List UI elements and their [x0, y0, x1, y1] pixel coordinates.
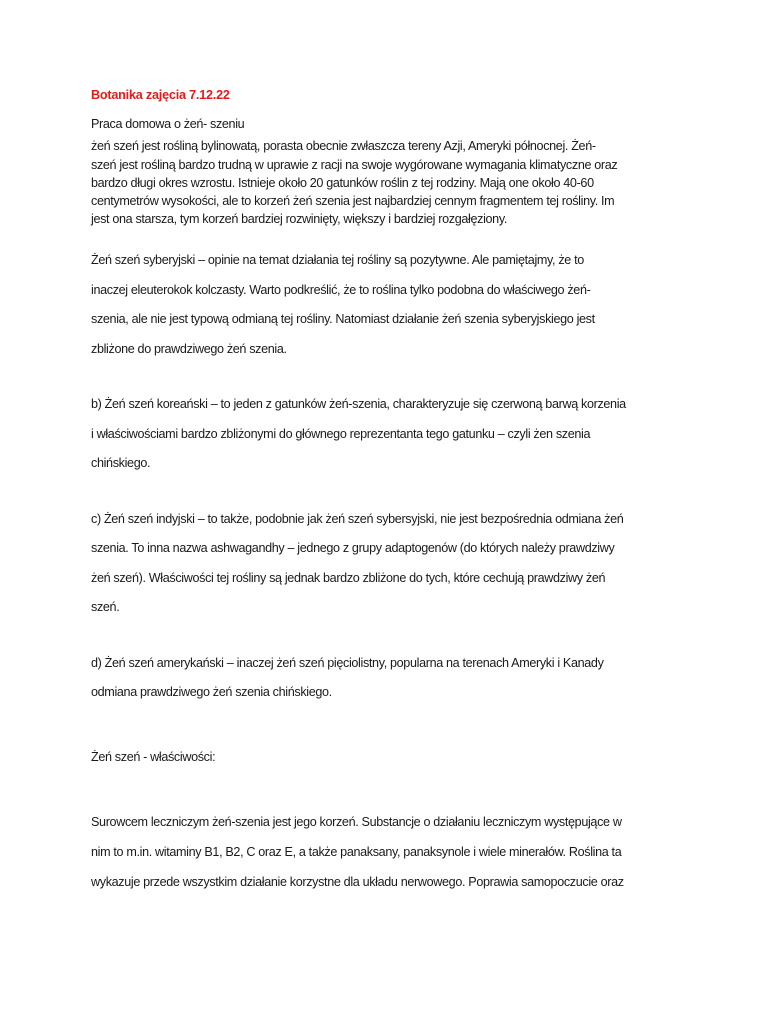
document-title: Botanika zajęcia 7.12.22: [91, 88, 230, 102]
paragraph-line: odmiana prawdziwego żeń szenia chińskiego.: [91, 685, 332, 699]
paragraph-line: nim to m.in. witaminy B1, B2, C oraz E, a także panaksany, panaksynole i wiele minerałów. Roślina ta: [91, 845, 622, 859]
paragraph-line: szenia. To inna nazwa ashwagandhy – jednego z grupy adaptogenów (do których należy prawdziwy: [91, 541, 615, 555]
properties-heading: Żeń szeń - właściwości:: [91, 750, 216, 764]
paragraph-line: Surowcem leczniczym żeń-szenia jest jego korzeń. Substancje o działaniu leczniczym występujące w: [91, 815, 622, 829]
paragraph-line: wykazuje przede wszystkim działanie korzystne dla układu nerwowego. Poprawia samopoczucie oraz: [91, 875, 624, 889]
paragraph-line: inaczej eleuterokok kolczasty. Warto podkreślić, że to roślina tylko podobna do właściwego żeń-: [91, 283, 591, 297]
paragraph-line: zbliżone do prawdziwego żeń szenia.: [91, 342, 287, 356]
paragraph-line: żeń szeń jest rośliną bylinowatą, porasta obecnie zwłaszcza tereny Azji, Ameryki północnej. Żeń-: [91, 139, 596, 153]
paragraph-line: szeń.: [91, 600, 120, 614]
paragraph-line: i właściwościami bardzo zbliżonymi do głównego reprezentanta tego gatunku – czyli żen szenia: [91, 427, 591, 441]
paragraph-line: d) Żeń szeń amerykański – inaczej żeń szeń pięciolistny, popularna na terenach Ameryki i Kanady: [91, 656, 604, 670]
paragraph-line: szeń jest rośliną bardzo trudną w uprawie z racji na swoje wygórowane wymagania klimatyczne oraz: [91, 158, 618, 172]
paragraph-line: szenia, ale nie jest typową odmianą tej rośliny. Natomiast działanie żeń szenia syberyjskiego jest: [91, 312, 595, 326]
paragraph-line: bardzo długi okres wzrostu. Istnieje około 20 gatunków roślin z tej rodziny. Mają one około 40-60: [91, 176, 594, 190]
paragraph-line: żeń szeń). Właściwości tej rośliny są jednak bardzo zbliżone do tych, które cechują prawdziwy żeń: [91, 571, 606, 585]
document-subtitle: Praca domowa o żeń- szeniu: [91, 117, 245, 131]
paragraph-line: c) Żeń szeń indyjski – to także, podobnie jak żeń szeń sybersyjski, nie jest bezpośrednia odmiana żeń: [91, 512, 624, 526]
paragraph-line: Żeń szeń syberyjski – opinie na temat działania tej rośliny są pozytywne. Ale pamiętajmy, że to: [91, 253, 584, 267]
paragraph-line: b) Żeń szeń koreański – to jeden z gatunków żeń-szenia, charakteryzuje się czerwoną barwą korzenia: [91, 397, 626, 411]
paragraph-line: centymetrów wysokości, ale to korzeń żeń szenia jest najbardziej cennym fragmentem tej rośliny. Im: [91, 194, 615, 208]
paragraph-line: jest ona starsza, tym korzeń bardziej rozwinięty, większy i bardziej rozgałęziony.: [91, 212, 507, 226]
paragraph-line: chińskiego.: [91, 456, 151, 470]
